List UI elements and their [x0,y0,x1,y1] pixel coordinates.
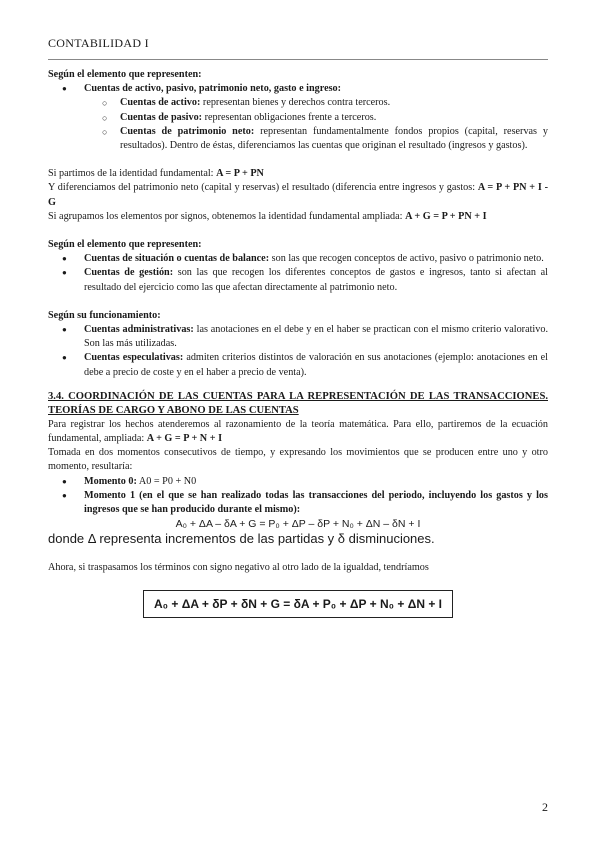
section-heading: Según su funcionamiento: [48,309,161,321]
item-text: son las que recogen conceptos de activo, pasivo o patrimonio neto. [269,253,544,265]
identity-line [48,210,548,224]
section-title: 3.4. COORDINACIÓN DE LAS CUENTAS PARA LA REPRESENTACIÓN DE LAS TRANSACCIONES. TEORÍAS DE CARGO Y ABONO DE LAS CUENTAS [48,390,548,416]
identity-text: Y diferenciamos del patrimonio neto (capital y reservas) el resultado (diferencia entre ingresos y gastos: [48,182,478,194]
boxed-equation-wrap [48,590,548,618]
item-text: A0 = P0 + N0 [136,475,197,487]
bullet-list [48,323,548,380]
identity-text: Si agrupamos los elementos por signos, obtenemos la identidad fundamental ampliada: [48,210,406,222]
paragraph: Ahora, si traspasamos los términos con signo negativo al otro lado de la igualdad, tendríamos [48,562,429,574]
identity-text: Si partimos de la identidad fundamental: [48,168,217,180]
document-header: CONTABILIDAD I [48,36,149,50]
list-item [48,475,548,489]
header-divider [48,59,548,60]
sub-item-label: Cuentas de activo: [120,97,201,109]
equation-note: donde Δ representa incrementos de las partidas y δ disminuciones. [48,531,435,547]
list-item [48,323,548,351]
section-heading: Según el elemento que representen: [48,69,202,80]
page-number: 2 [542,800,548,814]
list-item [48,82,548,153]
bullet-list [48,252,548,295]
identity-line [48,181,548,209]
identity-formula: A = P + PN + I - G [48,182,548,208]
list-item [48,252,548,266]
item-label: Cuentas especulativas: [84,352,184,364]
sub-item-text: representan bienes y derechos contra terceros. [200,97,391,109]
item-label: Momento 1 (en el que se han realizado todas las transacciones del periodo, incluyendo los gastos y los ingresos que se han producido durante el mismo): [84,489,548,516]
list-item [48,351,548,379]
bullet-list [48,475,548,518]
sub-item-label: Cuentas de pasivo: [120,111,203,123]
equation: A₀ + ΔA – δA + G = P₀ + ΔP – δP + N₀ + ΔN – δN + I [175,518,421,531]
item-text: las anotaciones en el debe y en el haber se practican con el mismo criterio valorativo. Son las más utilizadas. [84,324,548,350]
paragraph [48,418,548,446]
sub-item-text: representan obligaciones frente a terceros. [202,111,377,123]
item-label: Cuentas administrativas: [84,324,194,336]
boxed-equation: A₀ + ΔA + δP + δN + G = δA + P₀ + ΔP + N₀ + ΔN + I [143,590,453,618]
identity-formula: A = P + PN [216,168,264,180]
sub-list [48,96,548,153]
paragraph-formula: A + G = P + N + I [146,433,223,445]
bullet-list [48,82,548,153]
page-content [48,68,548,618]
paragraph-text: Para registrar los hechos atenderemos al razonamiento de la teoría matemática. Para ello, partiremos de la ecuación fundamental, ampliada: [48,418,548,445]
identity-formula: A + G = P + PN + I [405,210,487,222]
item-label: Cuentas de gestión: [84,267,174,279]
sub-item-label: Cuentas de patrimonio neto: [120,125,255,137]
sub-item [48,111,548,125]
item-label: Cuentas de situación o cuentas de balance: [84,253,270,265]
item-label: Momento 0: [84,475,137,487]
sub-item [48,96,548,110]
sub-item [48,125,548,153]
identity-line [48,167,548,181]
section-heading: Según el elemento que representen: [48,239,202,251]
list-item [48,489,548,517]
paragraph: Tomada en dos momentos consecutivos de tiempo, y expresando los movimientos que se producen entre uno y otro momento, resultaría: [48,447,548,473]
item-label: Cuentas de activo, pasivo, patrimonio neto, gasto e ingreso: [84,83,342,95]
sub-item-text: representan fundamentalmente fondos propios (capital, reservas y resultados). Dentro de éstas, diferenciamos las cuentas que originan el resultado (ingresos y gastos). [120,125,549,152]
list-item [48,266,548,294]
item-text: son las que recogen los diferentes conceptos de gastos e ingresos, tanto si afectan al resultado del ejercicio como las que afectan directamente al patrimonio neto. [84,267,548,293]
item-text: admiten criterios distintos de valoración en sus anotaciones (ejemplo: anotaciones en el debe a precio de coste y en el haber a precio de venta). [84,352,548,378]
